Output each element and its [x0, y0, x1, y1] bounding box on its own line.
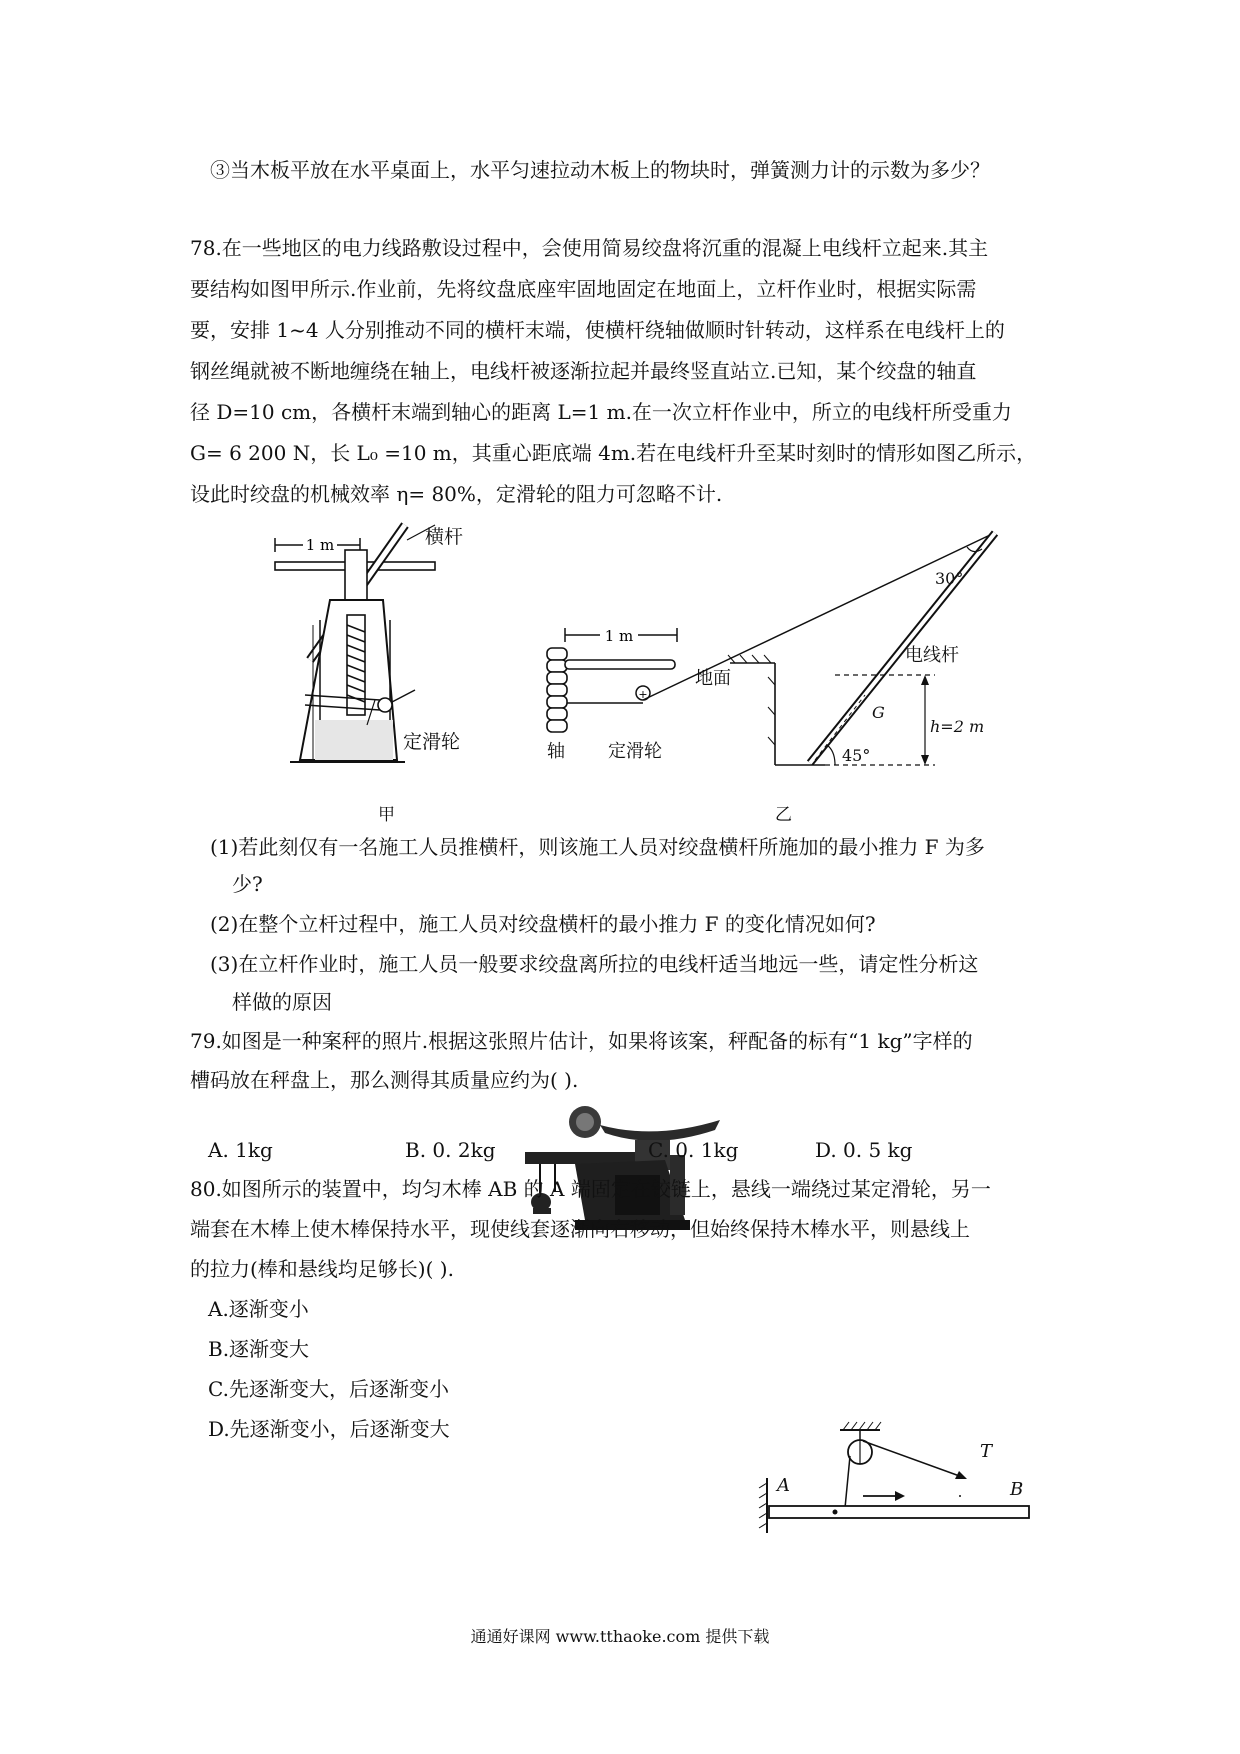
jia-pulley-label: 定滑轮	[403, 731, 461, 753]
q78-line-4: 钢丝绳就被不断地缠绕在轴上，电线杆被逐渐拉起并最终竖直站立.已知，某个绞盘的轴直	[190, 359, 977, 383]
page-footer: 通通好课网 www.tthaoke.com 提供下载	[470, 1627, 770, 1646]
yi-caption: 乙	[775, 805, 792, 825]
q78-line-5: 径 D=10 cm，各横杆末端到轴心的距离 L=1 m.在一次立杆作业中，所立的电线杆所受重力	[190, 400, 1012, 424]
q80-label-T: T	[980, 1441, 993, 1462]
q80-option-d: D.先逐渐变小，后逐渐变大	[208, 1417, 450, 1441]
svg-text:+: +	[638, 688, 648, 701]
q79-option-c: C. 0. 1kg	[648, 1138, 739, 1162]
q79-option-d: D. 0. 5 kg	[815, 1138, 913, 1162]
jia-1m-label: 1 m	[305, 536, 335, 554]
q80-option-b: B.逐渐变大	[208, 1337, 310, 1361]
yi-h-label: h=2 m	[930, 717, 985, 736]
q78-sub2: (2)在整个立杆过程中，施工人员对绞盘横杆的最小推力 F 的变化情况如何?	[210, 912, 876, 936]
q79-option-b: B. 0. 2kg	[405, 1138, 496, 1162]
q80-option-c: C.先逐渐变大，后逐渐变小	[208, 1377, 449, 1401]
q78-line-2: 要结构如图甲所示.作业前，先将纹盘底座牢固地固定在地面上，立杆作业时，根据实际需	[190, 277, 977, 301]
jia-henggan-label: 横杆	[425, 526, 464, 548]
jia-caption: 甲	[378, 805, 395, 825]
yi-30deg-label: 30°	[935, 569, 964, 588]
q80-option-a: A.逐渐变小	[208, 1297, 309, 1321]
q80-label-B: B	[1010, 1479, 1024, 1500]
q78-sub3-b: 样做的原因	[232, 990, 332, 1014]
q79-line-2: 槽码放在秤盘上，那么测得其质量应约为( ).	[190, 1068, 579, 1092]
yi-ground-label: 地面	[695, 668, 731, 689]
q79-line-1: 79.如图是一种案秤的照片.根据这张照片估计，如果将该案，秤配备的标有“1 kg”字样的	[190, 1029, 973, 1053]
yi-pole-label: 电线杆	[905, 645, 959, 666]
q78-line-6: G= 6 200 N，长 L₀ =10 m，其重心距底端 4m.若在电线杆升至某时刻时的情形如图乙所示，	[190, 441, 1037, 465]
yi-45deg-label: 45°	[842, 746, 871, 765]
q78-line-7: 设此时绞盘的机械效率 η= 80%，定滑轮的阻力可忽略不计.	[190, 482, 723, 506]
q78-sub3-a: (3)在立杆作业时，施工人员一般要求绞盘离所拉的电线杆适当地远一些，请定性分析这	[210, 952, 979, 976]
yi-axis-label: 轴	[547, 741, 565, 762]
q80-line-2: 端套在木棒上使木棒保持水平，现使线套逐渐向右移动，但始终保持木棒水平，则悬线上	[190, 1217, 970, 1241]
yi-1m-label: 1 m	[604, 627, 634, 645]
q78-sub1-a: (1)若此刻仅有一名施工人员推横杆，则该施工人员对绞盘横杆所施加的最小推力 F 为多	[210, 835, 985, 859]
q77-part3: ③当木板平放在水平桌面上，水平匀速拉动木板上的物块时，弹簧测力计的示数为多少？	[210, 158, 990, 182]
q80-line-3: 的拉力(棒和悬线均足够长)( ).	[190, 1257, 454, 1281]
q80-line-1: 80.如图所示的装置中，均匀木棒 AB 的 A 端固定在铰链上，悬线一端绕过某定滑轮，另一	[190, 1177, 991, 1201]
yi-pulley-label: 定滑轮	[608, 741, 662, 762]
q78-sub1-b: 少?	[232, 872, 263, 896]
q78-line-1: 78.在一些地区的电力线路敷设过程中，会使用简易绞盘将沉重的混凝上电线杆立起来.其主	[190, 236, 989, 260]
q78-line-3: 要，安排 1~4 人分别推动不同的横杆末端，使横杆绕轴做顺时针转动，这样系在电线杆上的	[190, 318, 1005, 342]
q79-option-a: A. 1kg	[208, 1138, 273, 1162]
q80-label-A: A	[777, 1475, 790, 1496]
yi-G-label: G	[872, 703, 885, 722]
q80-figure	[755, 1418, 1035, 1543]
